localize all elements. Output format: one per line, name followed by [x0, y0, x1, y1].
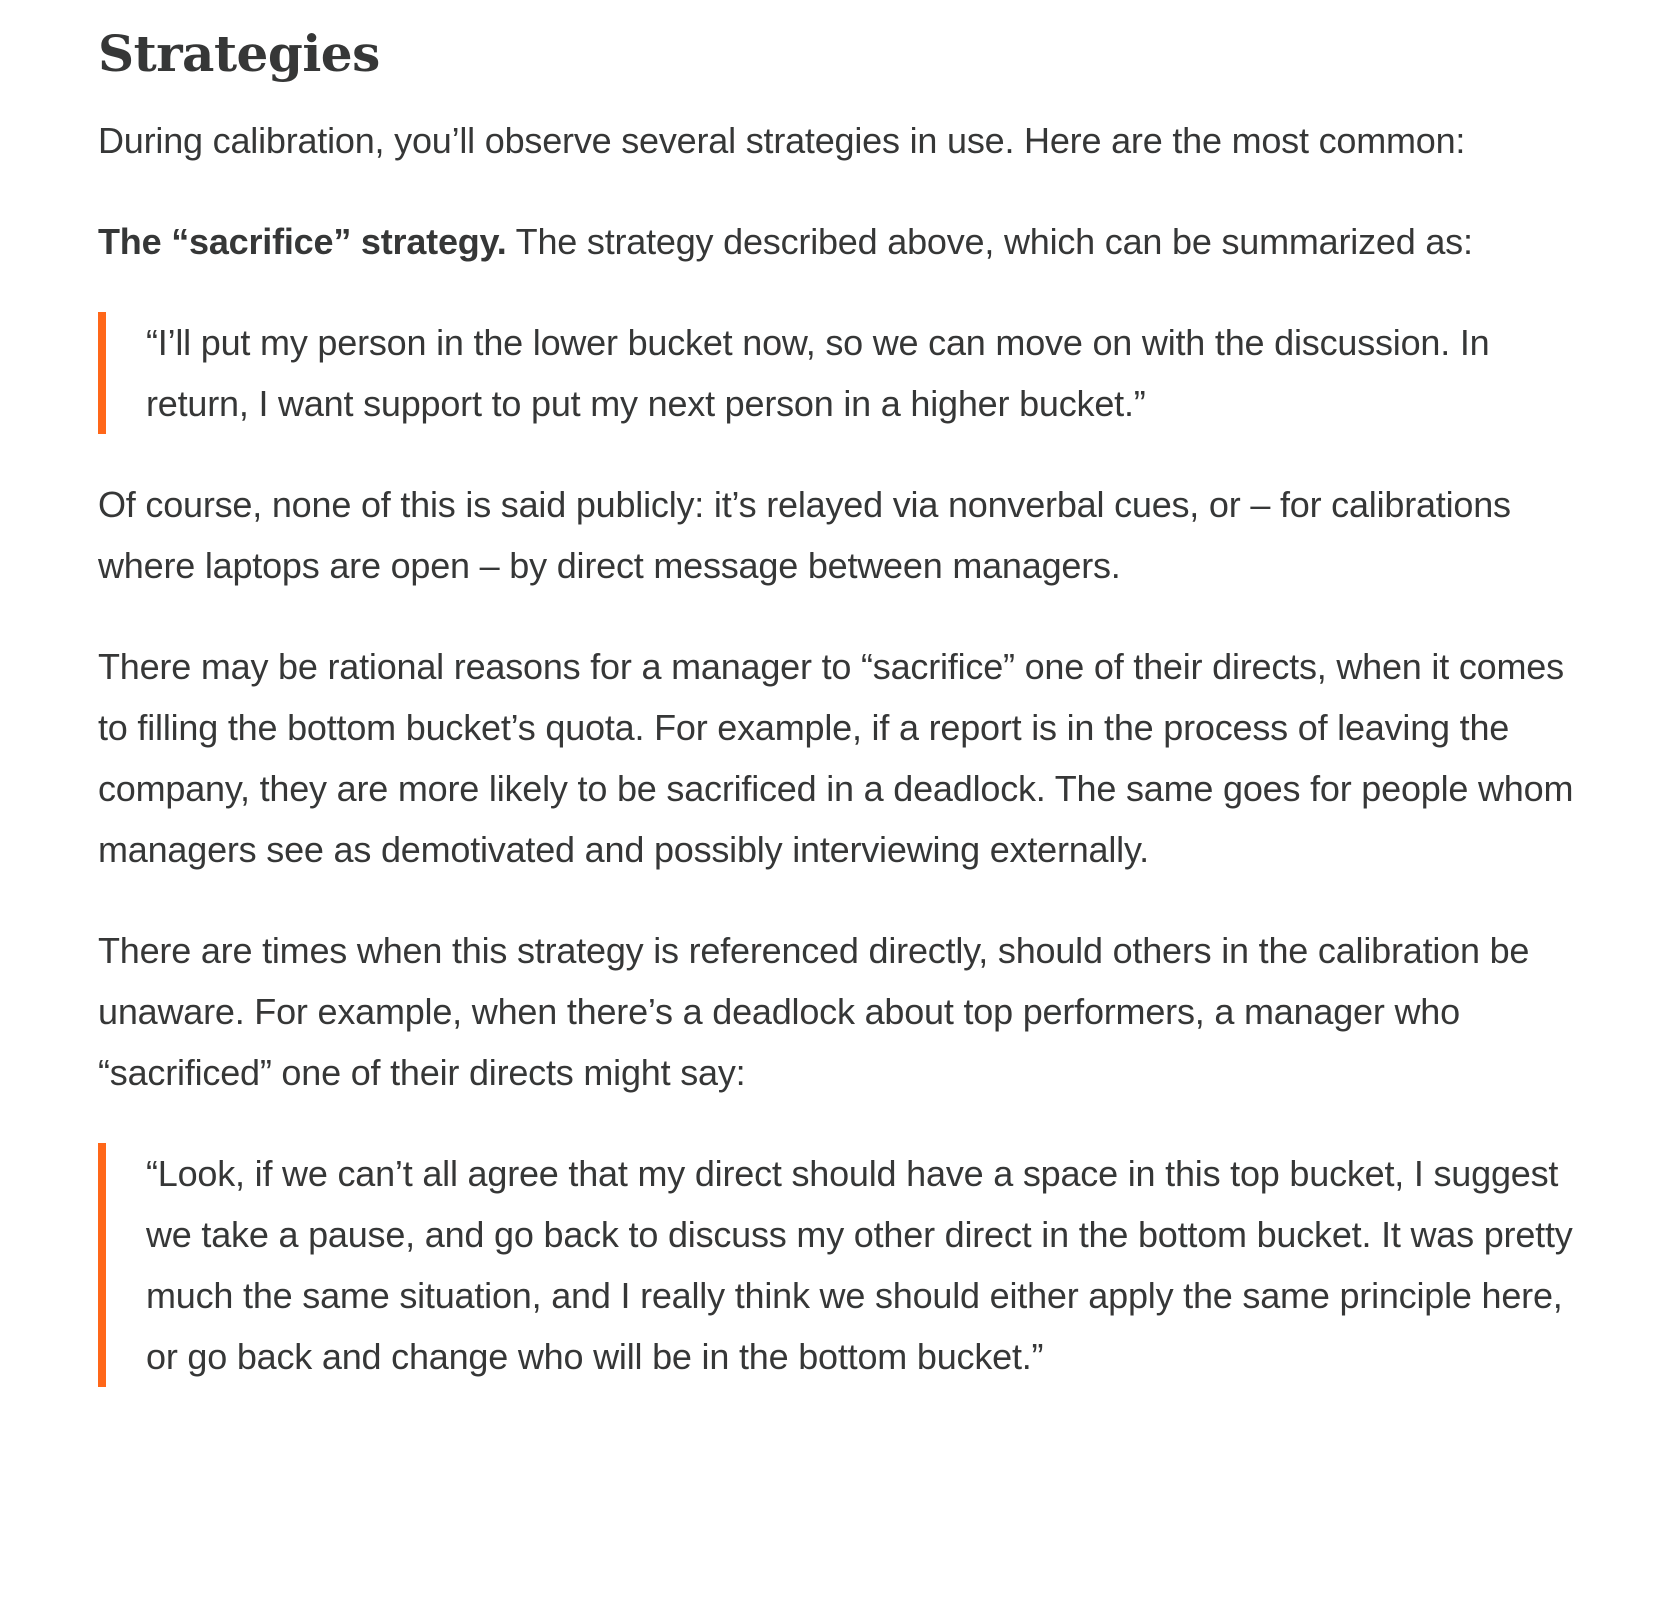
blockquote-sacrifice: “I’ll put my person in the lower bucket now, so we can move on with the discussion. In return, I want support to put my next person in a higher bucket.”	[98, 312, 1578, 434]
section-heading: Strategies	[98, 24, 380, 83]
blockquote-look: “Look, if we can’t all agree that my direct should have a space in this top bucket, I suggest we take a pause, and go back to discuss my other direct in the bottom bucket. It was pretty much the same situation, and I really think we should either apply the same principle here, or go back and change who will be in the bottom bucket.”	[98, 1143, 1578, 1387]
sacrifice-strategy-text: The strategy described above, which can be summarized as:	[506, 221, 1473, 262]
intro-paragraph: During calibration, you’ll observe several strategies in use. Here are the most common:	[98, 120, 1466, 161]
sacrifice-strategy-label: The “sacrifice” strategy.	[98, 221, 507, 262]
rational-reasons-paragraph: There may be rational reasons for a manager to “sacrifice” one of their directs, when it comes to filling the bottom bucket’s quota. For example, if a report is in the process of leaving the company, they are more likely to be sacrificed in a deadlock. The same goes for people whom managers see as demotivated and possibly interviewing externally.	[98, 646, 1574, 870]
sacrifice-strategy-paragraph	[98, 211, 1578, 272]
article-body	[98, 16, 1578, 1427]
referenced-directly-paragraph: There are times when this strategy is referenced directly, should others in the calibration be unaware. For example, when there’s a deadlock about top performers, a manager who “sacrificed” one of their directs might say:	[98, 930, 1530, 1093]
of-course-paragraph: Of course, none of this is said publicly: it’s relayed via nonverbal cues, or – for calibrations where laptops are open – by direct message between managers.	[98, 484, 1511, 586]
